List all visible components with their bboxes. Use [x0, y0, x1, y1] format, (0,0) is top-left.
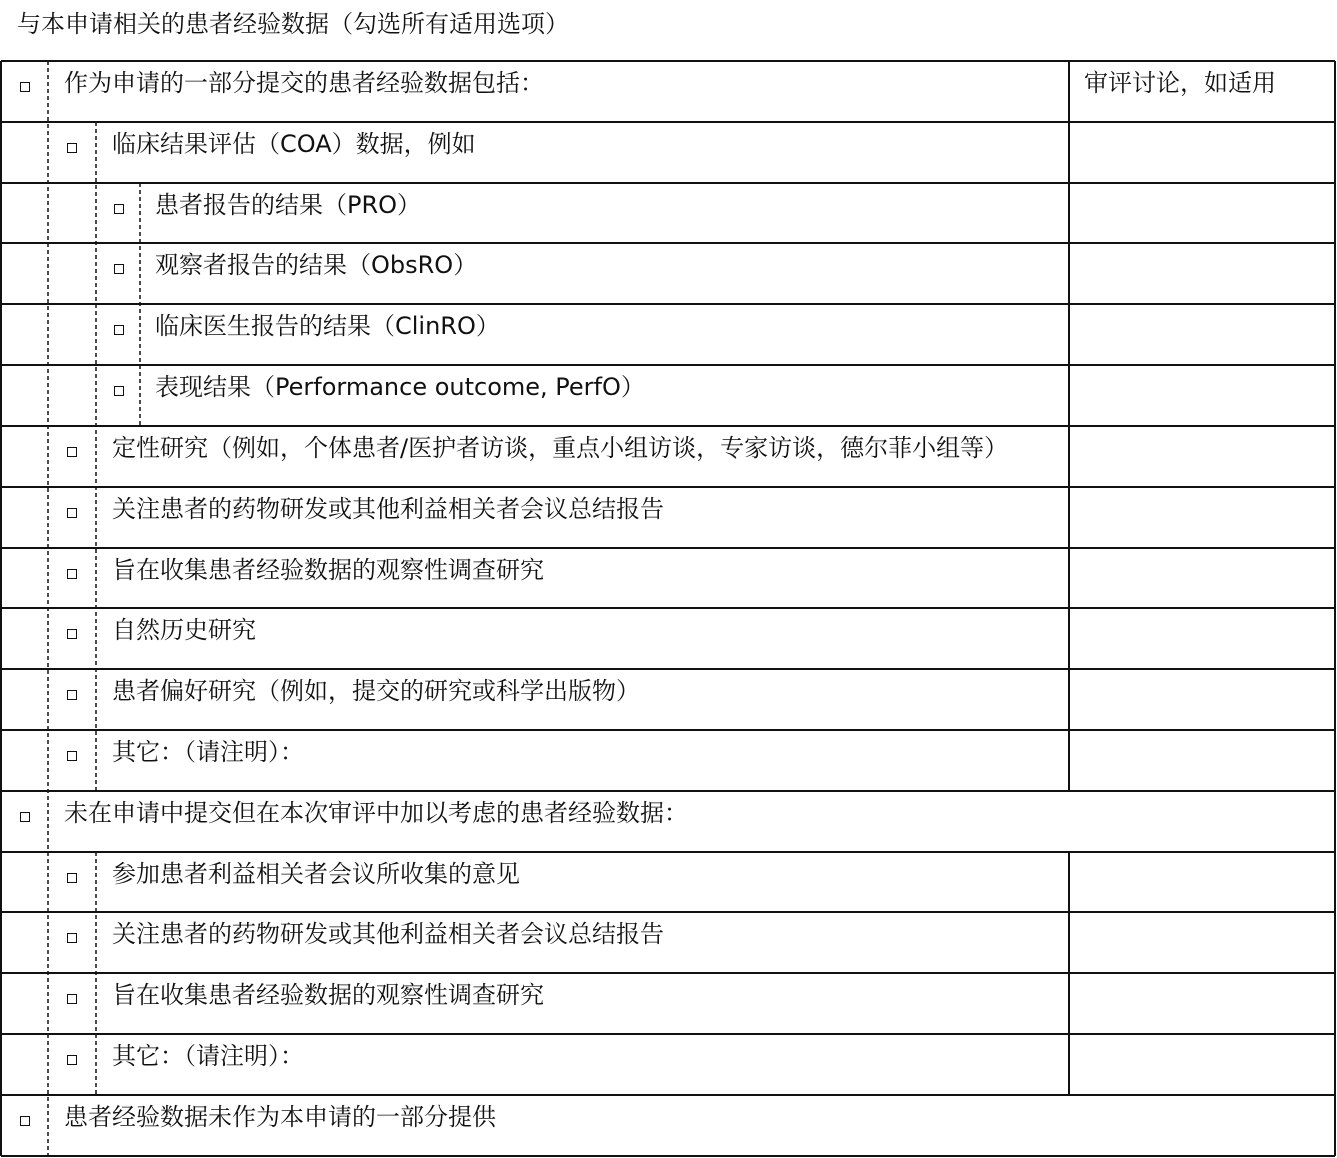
row-label: 观察者报告的结果（ObsRO） — [155, 251, 478, 279]
review-cell[interactable] — [1069, 185, 1331, 241]
review-cell[interactable] — [1069, 1036, 1331, 1093]
checkbox[interactable] — [67, 569, 77, 579]
review-cell[interactable] — [1069, 671, 1331, 728]
checkbox[interactable] — [67, 447, 77, 457]
table-row — [0, 61, 1337, 122]
row-label: 自然历史研究 — [112, 616, 256, 644]
row-label: 关注患者的药物研发或其他利益相关者会议总结报告 — [112, 920, 664, 948]
row-label: 作为申请的一部分提交的患者经验数据包括： — [64, 69, 544, 97]
table-row — [0, 973, 1337, 1034]
checkbox[interactable] — [67, 1055, 77, 1065]
checkbox[interactable] — [20, 82, 30, 92]
review-cell[interactable] — [1069, 975, 1331, 1032]
row-label: 其它：（请注明）： — [112, 738, 304, 766]
table-row — [0, 730, 1337, 791]
table-row — [0, 304, 1337, 365]
checkbox[interactable] — [67, 933, 77, 943]
review-cell[interactable] — [1069, 610, 1331, 667]
row-label: 患者经验数据未作为本申请的一部分提供 — [64, 1103, 496, 1131]
checkbox[interactable] — [20, 812, 30, 822]
checkbox[interactable] — [67, 751, 77, 761]
review-cell[interactable] — [1069, 367, 1331, 424]
table-row — [0, 791, 1337, 852]
checkbox[interactable] — [20, 1116, 30, 1126]
table-row — [0, 669, 1337, 730]
row-label: 其它：（请注明）： — [112, 1042, 304, 1070]
table-row — [0, 426, 1337, 487]
checkbox[interactable] — [67, 508, 77, 518]
row-label: 未在申请中提交但在本次审评中加以考虑的患者经验数据： — [64, 799, 688, 827]
row-label: 临床医生报告的结果（ClinRO） — [155, 312, 500, 340]
table-row — [0, 912, 1337, 973]
review-cell[interactable] — [1069, 854, 1331, 910]
table-row — [0, 1095, 1337, 1156]
review-discussion-header: 审评讨论，如适用 — [1084, 69, 1276, 97]
row-label: 关注患者的药物研发或其他利益相关者会议总结报告 — [112, 495, 664, 523]
table-row — [0, 365, 1337, 426]
review-cell[interactable] — [1069, 914, 1331, 971]
checkbox[interactable] — [67, 994, 77, 1004]
review-cell[interactable] — [1069, 550, 1331, 606]
review-cell[interactable] — [1069, 732, 1331, 789]
row-label: 旨在收集患者经验数据的观察性调查研究 — [112, 556, 544, 584]
table-row — [0, 608, 1337, 669]
checkbox[interactable] — [114, 325, 124, 335]
checkbox[interactable] — [67, 629, 77, 639]
row-label: 患者偏好研究（例如，提交的研究或科学出版物） — [112, 677, 640, 705]
table-row — [0, 122, 1337, 183]
table-row — [0, 183, 1337, 243]
row-label: 定性研究（例如，个体患者/医护者访谈，重点小组访谈，专家访谈，德尔菲小组等） — [112, 434, 1009, 462]
review-cell[interactable] — [1069, 245, 1331, 302]
review-cell[interactable] — [1069, 428, 1331, 485]
row-label: 患者报告的结果（PRO） — [155, 191, 422, 219]
review-cell[interactable] — [1069, 306, 1331, 363]
checkbox[interactable] — [114, 264, 124, 274]
review-cell[interactable] — [1069, 124, 1331, 181]
checkbox[interactable] — [67, 873, 77, 883]
table-row — [0, 548, 1337, 608]
row-label: 表现结果（Performance outcome, PerfO） — [155, 373, 645, 401]
table-row — [0, 243, 1337, 304]
row-label: 参加患者利益相关者会议所收集的意见 — [112, 860, 520, 888]
row-label: 临床结果评估（COA）数据，例如 — [112, 130, 476, 158]
checkbox[interactable] — [67, 690, 77, 700]
table-row — [0, 487, 1337, 548]
checkbox[interactable] — [67, 143, 77, 153]
checkbox[interactable] — [114, 386, 124, 396]
row-label: 旨在收集患者经验数据的观察性调查研究 — [112, 981, 544, 1009]
checkbox[interactable] — [114, 204, 124, 214]
table-row — [0, 1034, 1337, 1095]
table-row — [0, 852, 1337, 912]
form-heading: 与本申请相关的患者经验数据（勾选所有适用选项） — [17, 10, 569, 38]
review-cell[interactable] — [1069, 489, 1331, 546]
